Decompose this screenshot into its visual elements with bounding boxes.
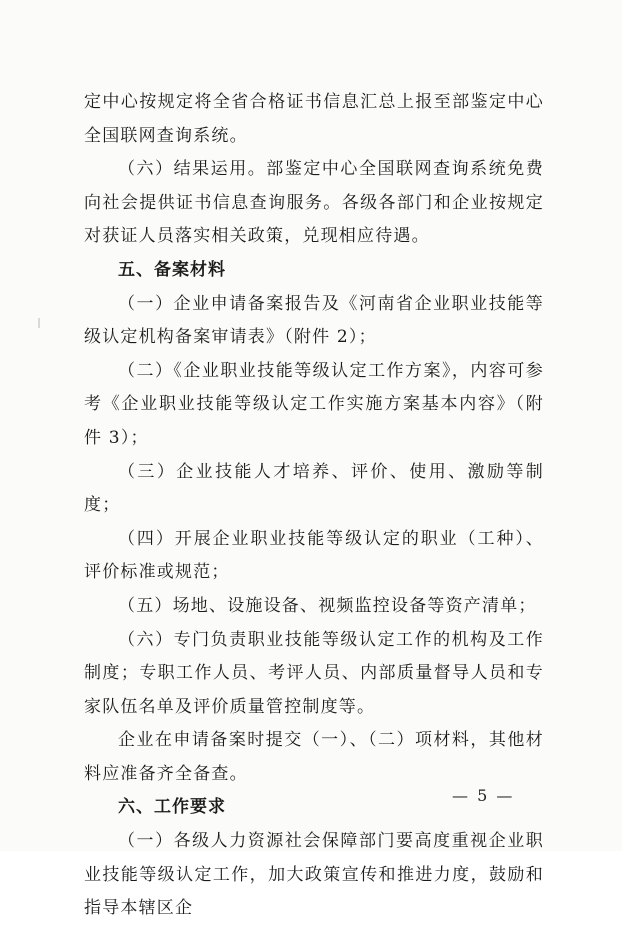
paragraph-6: （三）企业技能人才培养、评价、使用、激励等制度；	[84, 461, 544, 516]
paragraph-7: （四）开展企业职业技能等级认定的职业（工种）、评价标准或规范；	[84, 528, 544, 583]
paragraph-8: （五）场地、设施设备、视频监控设备等资产清单；	[118, 595, 537, 616]
paragraph-10: 企业在申请备案时提交（一）、（二）项材料，其他材料应准备齐全备查。	[84, 730, 544, 784]
paragraph-5: （二）《企业职业技能等级认定工作方案》，内容可参考《企业职业技能等级认定工作实施方案基本内容》（附件 3）；	[84, 360, 544, 448]
section-heading-6: 六、工作要求	[118, 797, 226, 818]
paragraph-12: （一）各级人力资源社会保障部门要高度重视企业职业技能等级认定工作，加大政策宣传和推进力度，鼓励和指导本辖区企	[84, 831, 544, 919]
paragraph-1: 定中心按规定将全省合格证书信息汇总上报至部鉴定中心全国联网查询系统。	[84, 92, 544, 146]
paragraph-2: （六）结果运用。部鉴定中心全国联网查询系统免费向社会提供证书信息查询服务。各级各部门和企业按规定对获证人员落实相关政策，兑现相应待遇。	[84, 159, 544, 247]
paragraph-4: （一）企业申请备案报告及《河南省企业职业技能等级认定机构备案审请表》（附件 2）；	[84, 293, 544, 348]
section-heading-5: 五、备案材料	[118, 259, 226, 280]
paragraph-9: （六）专门负责职业技能等级认定工作的机构及工作制度；专职工作人员、考评人员、内部质量督导人员和专家队伍名单及评价质量管控制度等。	[84, 629, 544, 717]
scan-speck	[38, 318, 40, 328]
page-number: — 5 —	[452, 786, 515, 805]
